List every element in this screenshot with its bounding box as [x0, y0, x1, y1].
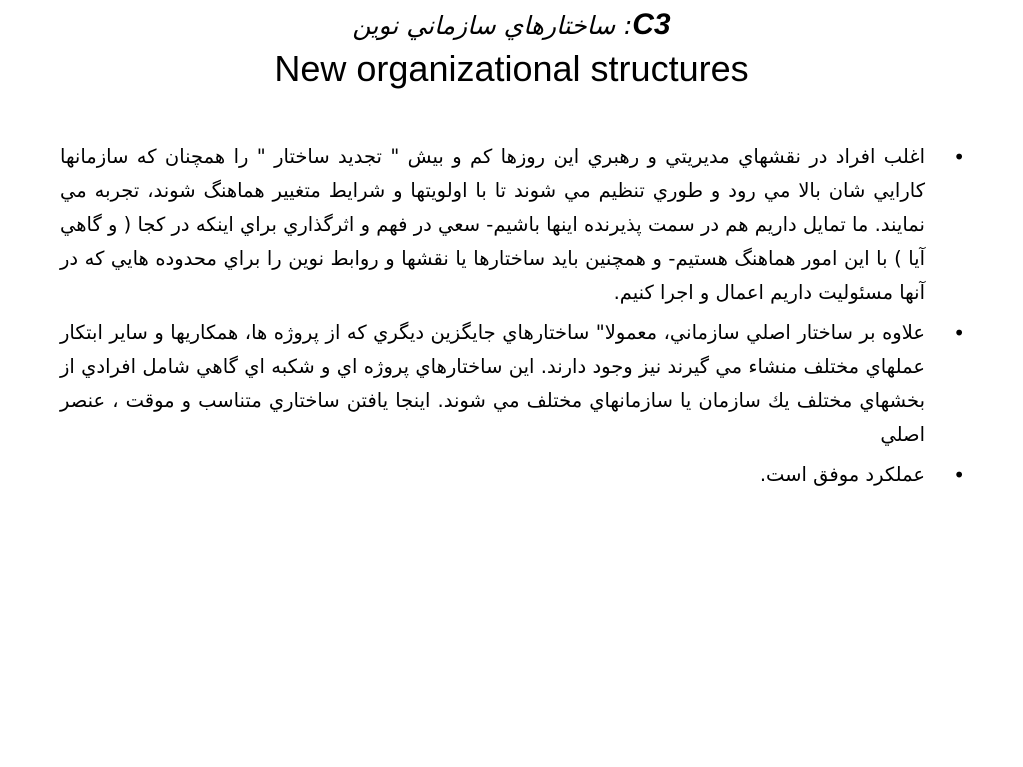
bullet-item-3: [60, 458, 965, 492]
bullet-text: علاوه بر ساختار اصلي سازماني، معمولا" ساختارهاي جايگزين ديگري كه از پروژه ها، همكاريها و ساير ابتكار عملهاي مختلف منشاء مي گيرند نيز وجود دارند. اين ساختارهاي پروژه اي و شكبه اي گاهي شامل افرادي از بخشهاي مختلف يك سازمان يا سازمانهاي مختلف مي شوند. اينجا يافتن ساختاري متناسب و موقت ، عنصر اصلي: [60, 321, 925, 446]
title-code: C3: [632, 8, 671, 41]
bullet-text: اغلب افراد در نقشهاي مديريتي و رهبري اين روزها كم و بيش " تجديد ساختار " را همچنان كه سازمانها كارايي شان بالا مي رود و طوري تنظيم مي شوند تا با اولويتها و شرايط متغيير هماهنگ شوند، تجربه مي نمايند. ما تمايل داريم هم در سمت پذيرنده اينها باشيم- سعي در فهم و اثرگذاري براي اينكه در كجا ( و گاهي آيا ) با اين امور هماهنگ هستيم- و همچنين بايد ساختارها يا نقشها و روابط نوين را براي محدوده هايي كه در آنها مسئوليت داريم اعمال و اجرا كنيم.: [60, 145, 925, 304]
title-persian: ساختارهاي سازماني نوين: [352, 11, 616, 40]
title-separator: :: [623, 11, 633, 40]
bullet-marker: •: [953, 463, 965, 487]
bullet-marker: •: [953, 145, 965, 169]
bullet-item-2: [60, 316, 965, 452]
bullet-item-1: [60, 140, 965, 310]
bullet-text: عملكرد موفق است.: [759, 463, 925, 486]
title-english: New organizational structures: [274, 48, 749, 89]
bullet-list: [60, 140, 965, 498]
title-persian-line: [0, 6, 1023, 45]
bullet-marker: •: [953, 321, 965, 345]
slide-title: [0, 6, 1023, 91]
